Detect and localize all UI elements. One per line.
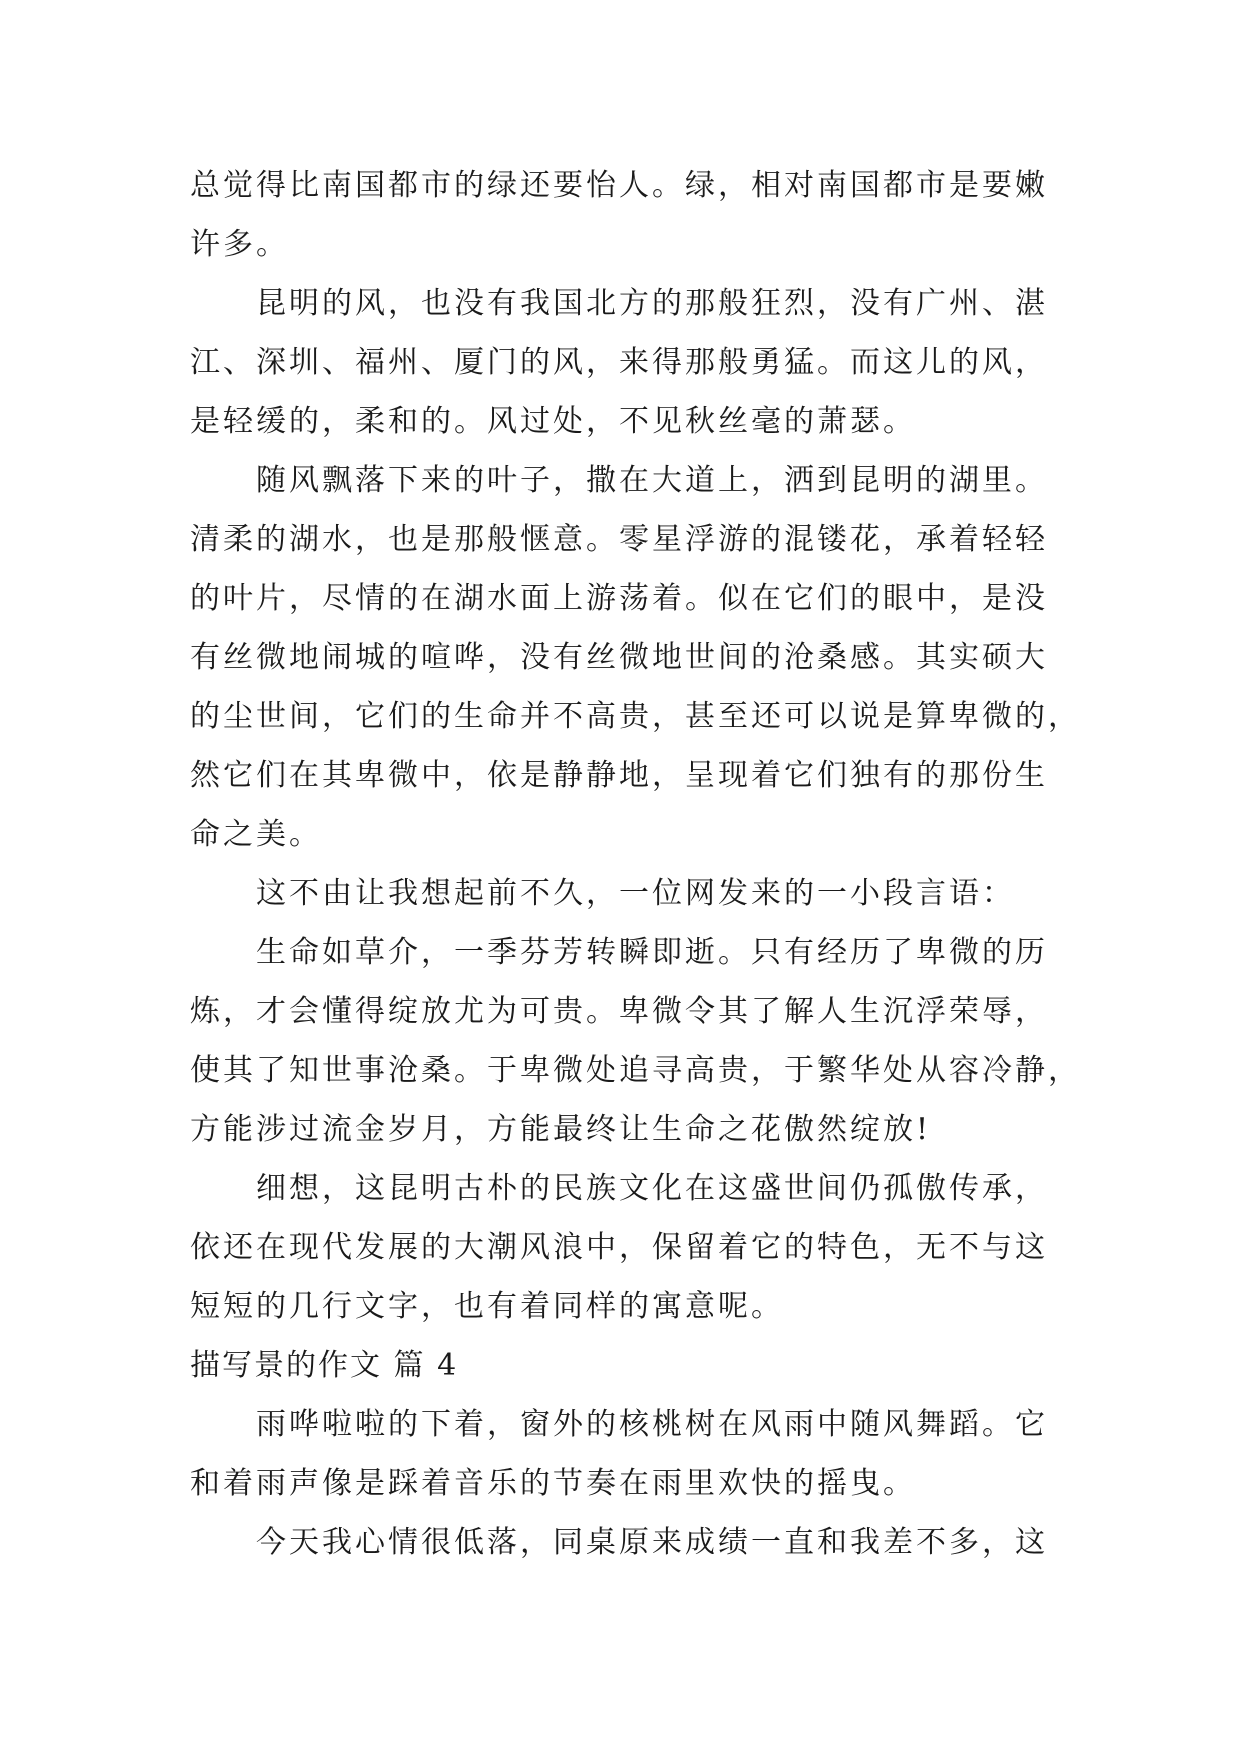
paragraph-4 [190, 864, 1060, 923]
text-line: 许多。 [190, 227, 289, 262]
text-line: 方能涉过流金岁月，方能最终让生命之花傲然绽放! [190, 1112, 932, 1147]
paragraph-6 [190, 1159, 1060, 1336]
paragraph-8 [190, 1513, 1060, 1572]
text-line: 短短的几行文字，也有着同样的寓意呢。 [190, 1289, 784, 1324]
text-line: 细想，这昆明古朴的民族文化在这盛世间仍孤傲传承， [256, 1171, 1048, 1206]
text-line: 随风飘落下来的叶子，撒在大道上，洒到昆明的湖里。 [256, 463, 1048, 498]
text-line: 雨哗啦啦的下着，窗外的核桃树在风雨中随风舞蹈。它 [256, 1407, 1048, 1442]
text-line: 清柔的湖水，也是那般惬意。零星浮游的混镂花，承着轻轻 [190, 522, 1048, 557]
paragraph-1 [190, 156, 1060, 274]
text-line: 有丝微地闹城的喧哗，没有丝微地世间的沧桑感。其实硕大 [190, 640, 1048, 675]
text-line: 命之美。 [190, 817, 322, 852]
paragraph-5 [190, 923, 1081, 1159]
text-line: 昆明的风，也没有我国北方的那般狂烈，没有广州、湛 [256, 286, 1048, 321]
paragraph-7 [190, 1395, 1060, 1513]
text-line: 炼，才会懂得绽放尤为可贵。卑微令其了解人生沉浮荣辱， [190, 994, 1048, 1029]
text-line: 总觉得比南国都市的绿还要怡人。绿，相对南国都市是要嫩 [190, 168, 1048, 203]
document-body [190, 156, 1081, 1572]
text-line: 是轻缓的，柔和的。风过处，不见秋丝毫的萧瑟。 [190, 404, 916, 439]
text-line: 这不由让我想起前不久，一位网发来的一小段言语： [256, 876, 1015, 911]
text-line: 今天我心情很低落，同桌原来成绩一直和我差不多，这 [256, 1525, 1048, 1560]
text-line: 江、深圳、福州、厦门的风，来得那般勇猛。而这儿的风， [190, 345, 1048, 380]
paragraph-2 [190, 274, 1060, 451]
text-line: 依还在现代发展的大潮风浪中，保留着它的特色，无不与这 [190, 1230, 1048, 1265]
text-line: 使其了知世事沧桑。于卑微处追寻高贵，于繁华处从容冷静， [190, 1053, 1081, 1088]
text-line: 生命如草介，一季芬芳转瞬即逝。只有经历了卑微的历 [256, 935, 1048, 970]
paragraph-3 [190, 451, 1081, 864]
text-line: 的叶片，尽情的在湖水面上游荡着。似在它们的眼中，是没 [190, 581, 1048, 616]
text-line: 然它们在其卑微中，依是静静地，呈现着它们独有的那份生 [190, 758, 1048, 793]
section-heading: 描写景的作文 篇 4 [190, 1348, 459, 1383]
text-line: 和着雨声像是踩着音乐的节奏在雨里欢快的摇曳。 [190, 1466, 916, 1501]
text-line: 的尘世间，它们的生命并不高贵，甚至还可以说是算卑微的， [190, 699, 1081, 734]
